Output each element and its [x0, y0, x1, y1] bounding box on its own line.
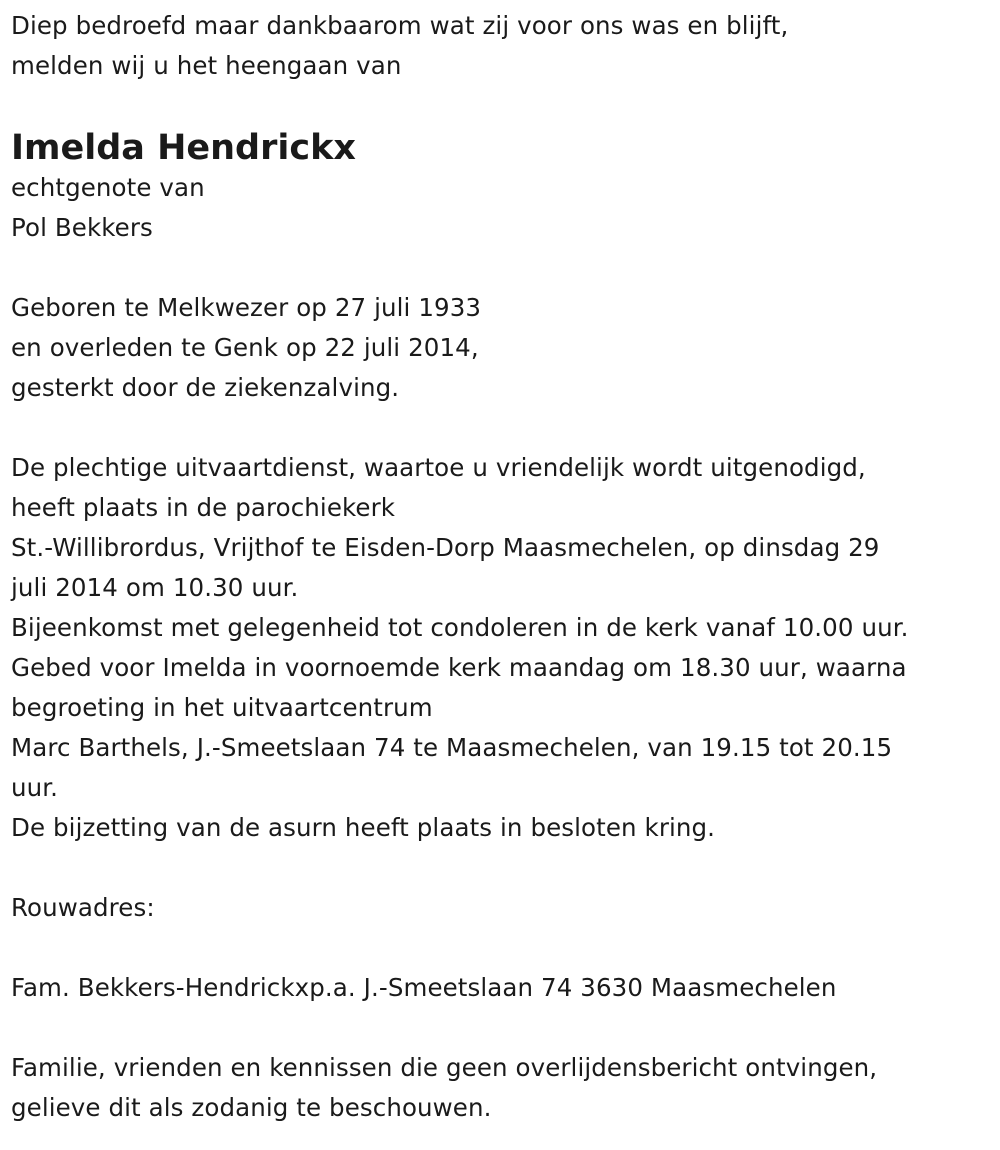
address-label: Rouwadres:	[11, 893, 155, 922]
ceremony-line-10: De bijzetting van de asurn heeft plaats in besloten kring.	[11, 813, 716, 842]
closing-line-1: Familie, vrienden en kennissen die geen overlijdensbericht ontvingen,	[11, 1053, 878, 1082]
spacer	[11, 408, 991, 448]
intro-line-2: melden wij u het heengaan van	[11, 51, 402, 80]
ceremony-line-6: Gebed voor Imelda in voornoemde kerk maandag om 18.30 uur, waarna	[11, 653, 907, 682]
ceremony-line-7: begroeting in het uitvaartcentrum	[11, 693, 433, 722]
spacer	[11, 848, 991, 888]
closing-line-2: gelieve dit als zodanig te beschouwen.	[11, 1093, 492, 1122]
deceased-name: Imelda Hendrickx	[11, 128, 356, 168]
ceremony-line-1: De plechtige uitvaartdienst, waartoe u vriendelijk wordt uitgenodigd,	[11, 453, 866, 482]
address-value: Fam. Bekkers-Hendrickxp.a. J.-Smeetslaan 74 3630 Maasmechelen	[11, 973, 837, 1002]
sacrament-line: gesterkt door de ziekenzalving.	[11, 373, 400, 402]
ceremony-line-4: juli 2014 om 10.30 uur.	[11, 573, 299, 602]
spacer	[11, 248, 991, 288]
ceremony-line-8: Marc Barthels, J.-Smeetslaan 74 te Maasmechelen, van 19.15 tot 20.15	[11, 733, 893, 762]
death-line: en overleden te Genk op 22 juli 2014,	[11, 333, 479, 362]
relation-text: echtgenote van	[11, 173, 205, 202]
obituary-notice	[11, 6, 991, 1128]
birth-line: Geboren te Melkwezer op 27 juli 1933	[11, 293, 482, 322]
ceremony-line-9: uur.	[11, 773, 59, 802]
spacer	[11, 928, 991, 968]
spouse-name: Pol Bekkers	[11, 213, 153, 242]
intro-line-1: Diep bedroefd maar dankbaarom wat zij voor ons was en blijft,	[11, 11, 789, 40]
ceremony-line-2: heeft plaats in de parochiekerk	[11, 493, 396, 522]
ceremony-line-3: St.-Willibrordus, Vrijthof te Eisden-Dorp Maasmechelen, op dinsdag 29	[11, 533, 880, 562]
ceremony-line-5: Bijeenkomst met gelegenheid tot condoleren in de kerk vanaf 10.00 uur.	[11, 613, 909, 642]
spacer	[11, 1008, 991, 1048]
